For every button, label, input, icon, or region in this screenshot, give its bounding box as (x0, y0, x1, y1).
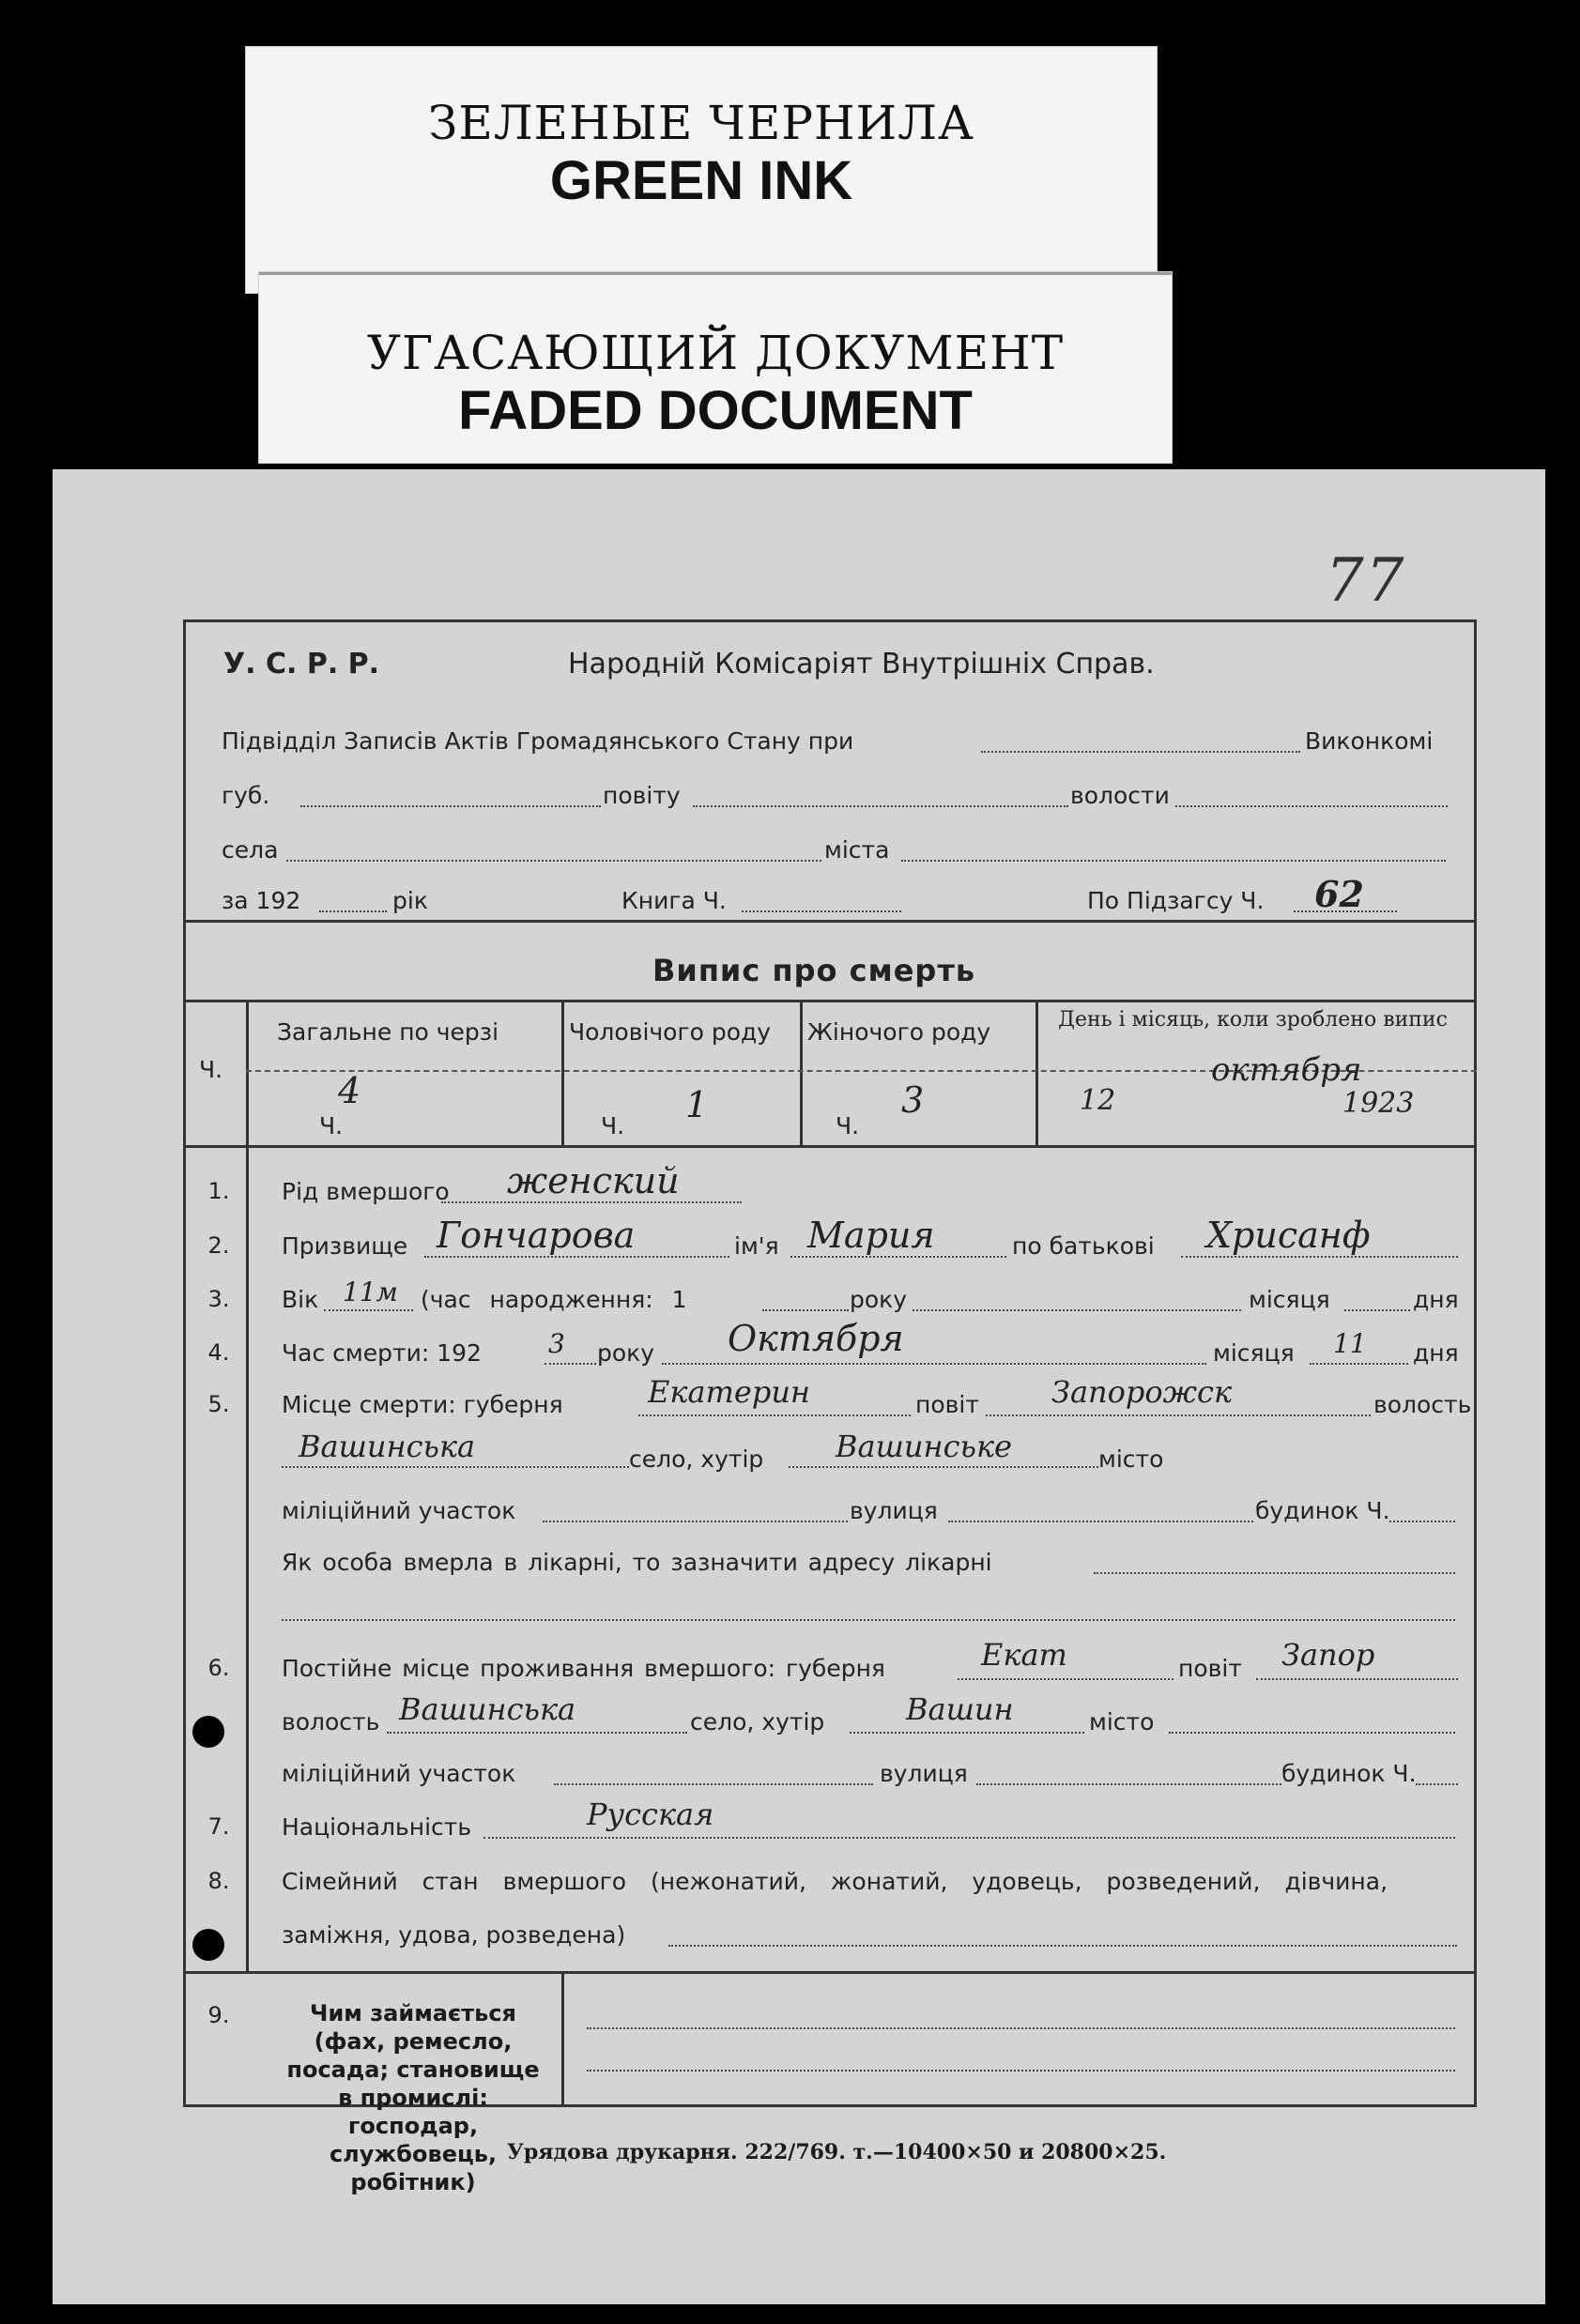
death-time-label: Час смерти: 192 (282, 1339, 482, 1367)
year-label: за 192 (222, 887, 301, 914)
label-en: FADED DOCUMENT (458, 380, 973, 441)
date-day: 12 (1080, 1084, 1116, 1117)
field-line (901, 860, 1446, 862)
row-number: 1. (207, 1178, 230, 1204)
divider (183, 1000, 1477, 1002)
field-line (1294, 910, 1397, 912)
field-line (1344, 1309, 1410, 1311)
row-number: 6. (207, 1655, 230, 1681)
misto-label: місто (1089, 1708, 1155, 1735)
field-line (543, 1521, 848, 1522)
militia-label: міліційний участок (282, 1760, 516, 1787)
death-gub-value: Екатерин (648, 1374, 810, 1410)
executive-label: Виконкомі (1305, 727, 1434, 755)
field-line (441, 1201, 742, 1203)
family-label-2: заміжня, удова, розведена) (282, 1921, 626, 1949)
republic-name: У. С. Р. Р. (223, 648, 380, 680)
faded-document-label (259, 272, 1172, 463)
column-line (561, 1971, 564, 2107)
col-total-header: Загальне по черзі (277, 1018, 499, 1046)
day-label: дня (1413, 1286, 1459, 1313)
archive-number: 77 (1326, 546, 1406, 616)
house-label: будинок Ч. (1255, 1497, 1390, 1524)
field-line (948, 1521, 1253, 1522)
field-line (1175, 805, 1448, 807)
death-year-digit: 3 (548, 1328, 565, 1359)
col-date-header: День і місяць, коли зроблено випис (1058, 1008, 1448, 1032)
field-line (1094, 1572, 1455, 1574)
field-line (282, 1619, 1455, 1621)
field-line (958, 1678, 1173, 1680)
res-gub-value: Екат (981, 1637, 1067, 1673)
row-number: 5. (207, 1391, 230, 1417)
field-line (282, 1466, 629, 1468)
street-label: вулиця (880, 1760, 968, 1787)
rik-label: рік (392, 887, 428, 914)
date-month: октября (1211, 1051, 1362, 1089)
selo-khutir-label: село, хутір (629, 1445, 764, 1473)
field-line (483, 1837, 1455, 1839)
field-line (693, 805, 1068, 807)
birth-label: (час народження: 1 (421, 1286, 687, 1313)
selo-khutir-label: село, хутір (690, 1708, 825, 1735)
field-line (1256, 1678, 1458, 1680)
col-female-header: Жіночого роду (807, 1018, 991, 1046)
povit-label: повіту (603, 782, 681, 809)
surname-value: Гончарова (437, 1215, 636, 1256)
field-line (286, 860, 821, 862)
field-line (789, 1466, 1098, 1468)
day-label: дня (1413, 1339, 1459, 1367)
row-number: 2. (207, 1232, 230, 1259)
field-line (1389, 1521, 1455, 1522)
street-label: вулиця (850, 1497, 938, 1524)
selo-label: села (222, 836, 279, 864)
volost-label: волость (282, 1708, 380, 1735)
nationality-value: Русская (587, 1797, 714, 1832)
povit-label: повіт (915, 1391, 979, 1418)
field-line (913, 1309, 1241, 1311)
column-line (246, 1000, 249, 1145)
field-line (1310, 1363, 1408, 1365)
field-line (668, 1945, 1457, 1947)
death-day-value: 11 (1333, 1328, 1367, 1359)
male-ch-label: Ч. (601, 1112, 625, 1139)
book-label: Книга Ч. (621, 887, 727, 914)
field-line (742, 910, 901, 912)
field-line (1181, 1256, 1458, 1258)
label-en: GREEN INK (549, 150, 853, 211)
row-number: 3. (207, 1286, 230, 1312)
roku-label: року (850, 1286, 908, 1313)
field-line (545, 1363, 596, 1365)
residence-label: Постійне місце проживання вмершого: губерня (282, 1655, 885, 1682)
subregister-value: 62 (1314, 873, 1364, 915)
subregister-label: По Підзагсу Ч. (1087, 887, 1265, 914)
field-line (986, 1414, 1371, 1416)
volost-label: волости (1070, 782, 1170, 809)
field-line (424, 1256, 729, 1258)
militia-label: міліційний участок (282, 1497, 516, 1524)
subdivision-label: Підвідділ Записів Актів Громадянського Стану при (222, 727, 854, 755)
house-label: будинок Ч. (1281, 1760, 1417, 1787)
green-ink-label (246, 47, 1157, 293)
death-selo-value: Вашинське (836, 1429, 1012, 1464)
occupation-label: Чим займається (фах, ремесло, посада; становище в промислі: господар, службовець, робітник) (286, 2000, 540, 2195)
commissariat-name: Народній Комісаріят Внутрішніх Справ. (568, 648, 1155, 680)
patronymic-value: Хрисанф (1206, 1215, 1371, 1256)
field-line (790, 1256, 1006, 1258)
roku-label: року (597, 1339, 655, 1367)
row-number: 8. (207, 1868, 230, 1894)
patronymic-label: по батькові (1012, 1232, 1155, 1260)
field-line (387, 1732, 687, 1734)
date-year: 1923 (1342, 1087, 1415, 1120)
gub-label: губ. (222, 782, 270, 809)
printer-footer: Урядова друкарня. 222/769. т.—10400×50 и 20800×25. (507, 2140, 1167, 2164)
povit-label: повіт (1178, 1655, 1242, 1682)
divider (183, 920, 1477, 923)
divider (183, 1971, 1477, 1974)
name-label: ім'я (734, 1232, 779, 1260)
month-label: місяця (1213, 1339, 1295, 1367)
divider (183, 1145, 1477, 1148)
month-label: місяця (1249, 1286, 1330, 1313)
column-line (561, 1000, 564, 1145)
field-line (850, 1732, 1084, 1734)
column-line (246, 1145, 249, 1971)
misto-label: міста (824, 836, 890, 864)
nationality-label: Національність (282, 1813, 472, 1841)
col-male-header: Чоловічого роду (569, 1018, 772, 1046)
field-line (587, 2027, 1455, 2029)
volost-label: волость (1373, 1391, 1472, 1418)
label-ru: УГАСАЮЩИЙ ДОКУМЕНТ (366, 326, 1065, 380)
res-selo-value: Вашин (906, 1691, 1014, 1727)
death-place-label: Місце смерти: губерня (282, 1391, 563, 1418)
res-povit-value: Запор (1281, 1637, 1375, 1673)
field-line (1169, 1732, 1455, 1734)
column-line (1035, 1000, 1038, 1145)
col-ch-header: Ч. (199, 1056, 223, 1083)
field-line (638, 1414, 911, 1416)
field-line (587, 2070, 1455, 2072)
death-month-value: Октября (728, 1318, 904, 1359)
total-ch-label: Ч. (319, 1112, 344, 1139)
field-line (762, 1309, 849, 1311)
hospital-label: Як особа вмерла в лікарні, то зазначити адресу лікарні (282, 1549, 992, 1576)
field-line (662, 1363, 1206, 1365)
label-ru: ЗЕЛЕНЫЕ ЧЕРНИЛА (428, 96, 974, 150)
age-label: Вік (282, 1286, 319, 1313)
column-line (800, 1000, 803, 1145)
female-ch-label: Ч. (836, 1112, 860, 1139)
row-number: 4. (207, 1339, 230, 1366)
family-label: Сімейний стан вмершого (нежонатий, жонатий, удовець, розведений, дівчина, (282, 1868, 1388, 1895)
name-value: Мария (807, 1215, 935, 1256)
rid-value: женский (507, 1160, 680, 1201)
death-povit-value: Запорожск (1051, 1374, 1233, 1410)
field-line (1416, 1783, 1458, 1785)
field-line (554, 1783, 873, 1785)
age-value: 11м (343, 1277, 398, 1307)
total-value: 4 (338, 1070, 361, 1111)
surname-label: Призвище (282, 1232, 408, 1260)
res-volost-value: Вашинська (399, 1691, 576, 1727)
rid-label: Рід вмершого (282, 1178, 450, 1205)
male-value: 1 (685, 1084, 709, 1125)
death-volost-value: Вашинська (299, 1429, 476, 1464)
row-number: 7. (207, 1813, 230, 1840)
female-value: 3 (901, 1079, 925, 1121)
field-line (981, 751, 1300, 753)
form-title: Випис про смерть (652, 953, 976, 988)
misto-label: місто (1098, 1445, 1164, 1473)
field-line (324, 1309, 413, 1311)
field-line (976, 1783, 1281, 1785)
field-line (319, 910, 387, 912)
row-number: 9. (207, 2002, 230, 2028)
field-line (300, 805, 601, 807)
